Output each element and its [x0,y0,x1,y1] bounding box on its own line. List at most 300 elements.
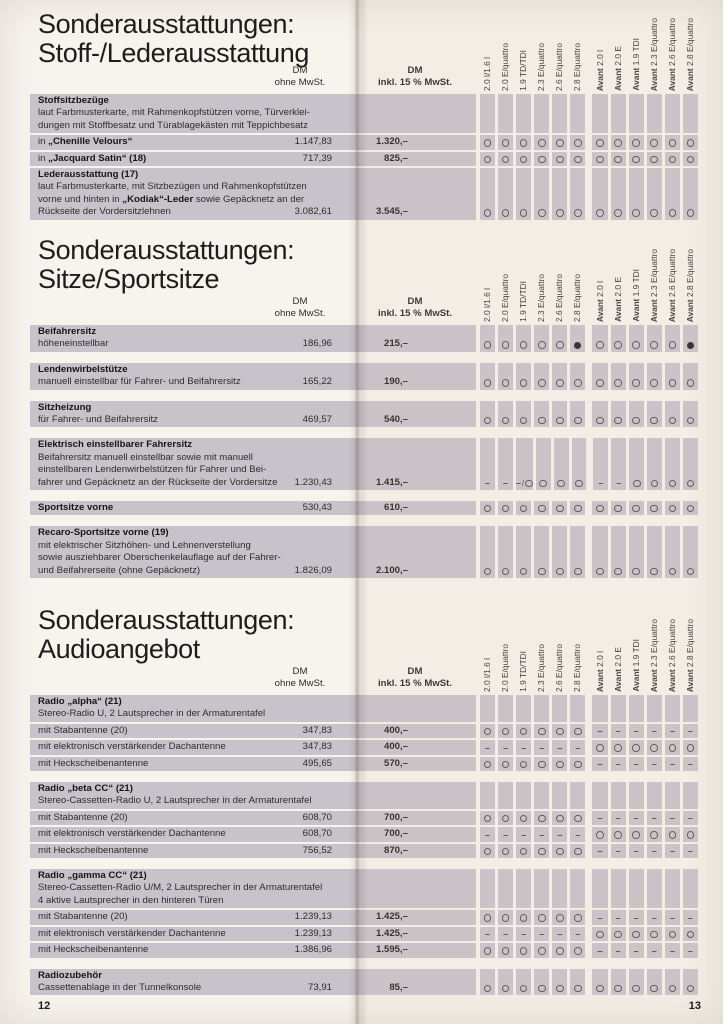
availability-cells [480,927,698,941]
availability-cell [683,869,698,908]
circle-icon [484,985,492,993]
price-gross: 1.415,– [375,476,408,488]
model-column-header-label: 2.3 E/quattro [536,644,547,692]
availability-cell [592,811,607,825]
availability-cell [552,526,567,578]
circle-icon [614,379,622,387]
circle-icon [520,505,528,513]
description-line: mit Stabantenne (20) [38,724,128,736]
circle-icon [520,728,528,736]
availability-cell [570,969,585,996]
model-column-header [665,249,680,322]
availability-cell [498,363,513,390]
circle-icon [502,947,510,955]
price-gross: 540,– [383,413,408,425]
availability-cell [498,740,513,754]
dash-icon [633,945,639,956]
price-gross: 85,– [389,981,408,993]
filled-circle-icon [687,342,694,349]
filled-circle-icon [687,342,694,349]
description-line: Stoffsitzbezüge [38,95,109,106]
availability-cell [665,94,680,133]
circle-icon [556,417,564,425]
availability-cell [498,501,513,515]
availability-cell [498,969,513,996]
circle-icon [484,341,492,349]
dash-icon: – [687,912,693,923]
availability-cell [498,526,513,578]
description-line: für Fahrer- und Beifahrersitz [38,414,158,426]
circle-icon [538,914,546,922]
dash-icon [503,480,508,487]
circle-icon [556,379,564,387]
availability-cell [592,724,607,738]
availability-cell [683,526,698,578]
dash-icon [634,761,639,768]
section-title-line1: Sonderausstattungen: [38,605,295,635]
availability-cell [629,526,644,578]
option-block [0,782,723,858]
circle-icon [596,931,604,939]
availability-cell [570,927,585,941]
model-column-header-label: Avant 2.3 E/quattro [648,618,659,692]
dash-icon [503,742,509,753]
filled-circle-icon [574,342,581,349]
description-line: Stereo-Radio U, 2 Lautsprecher in der Armaturentafel [38,708,266,720]
circle-icon [614,931,622,939]
circle-icon [502,815,510,823]
circle-icon [484,761,492,769]
dash-icon [515,477,533,488]
circle-icon [502,761,510,769]
description-line: Radio „gamma CC“ (21) [38,870,147,882]
circle-icon [687,139,695,147]
availability-cell [570,811,585,825]
circle-icon [669,480,677,488]
availability-cell [570,910,585,924]
availability-cell [534,695,549,722]
model-column-header [534,43,549,91]
availability-cell [498,869,513,908]
availability-cell [629,869,644,908]
circle-icon [669,744,677,752]
circle-icon [520,417,528,425]
availability-cell [647,740,662,754]
availability-cells [480,695,698,722]
circle-icon [520,728,528,736]
price-net: 1.147,83 [294,136,332,148]
dash-icon [557,931,562,938]
availability-cell [683,782,698,809]
availability-cell [647,969,662,996]
circle-icon [574,947,582,955]
availability-cell [480,869,495,908]
circle-icon [632,831,640,839]
dash-icon [615,945,621,956]
availability-cell [592,844,607,858]
description-line: Radio „alpha“ (21) [38,696,122,707]
circle-icon [669,931,677,939]
model-column-header [647,249,662,322]
availability-cell [516,844,531,858]
availability-cell [665,943,680,957]
circle-icon [574,815,582,823]
dash-icon: – [615,759,621,770]
circle-icon [502,728,510,736]
dash-icon [557,742,563,753]
availability-cell [647,844,662,858]
model-column-header [570,274,585,322]
circle-icon [596,139,604,147]
circle-icon [614,931,622,939]
dash-icon [598,761,603,768]
price-net: 1.386,96 [294,944,332,955]
circle-icon [502,156,510,164]
circle-icon [538,139,546,147]
circle-icon [669,568,677,576]
circle-icon [574,914,582,922]
description-line: in „Jacquard Satin“ (18) [38,152,147,164]
dash-icon: – [575,829,581,840]
circle-icon [669,341,677,349]
availability-cell [611,811,626,825]
circle-icon [538,947,546,955]
dash-icon: – [597,759,603,770]
description-line: Stereo-Cassetten-Radio U/M, 2 Lautsprecher in der Armaturentafel [38,882,323,894]
description-line: und Beifahrerseite (ohne Gepäcknetz) [38,564,201,576]
availability-cell [570,869,585,908]
circle-icon [520,914,528,922]
circle-icon [556,815,564,823]
circle-icon [614,139,622,147]
availability-cell [480,135,495,149]
description-line: Lederausstattung (17) [38,169,139,181]
circle-icon [669,139,677,147]
circle-icon [574,985,582,993]
circle-icon [596,379,604,387]
model-column-header [611,46,626,91]
dash-icon: – [651,759,657,770]
availability-cells [480,740,698,754]
availability-cell [592,757,607,771]
model-column-header-label: 2.0 l/1.6 l [482,288,493,322]
circle-icon [556,505,564,513]
availability-cell [683,325,698,352]
circle-icon [596,156,604,164]
dash-icon: – [485,929,491,940]
circle-icon [687,379,695,387]
circle-icon [632,931,640,939]
availability-cell [683,363,698,390]
section-audioangebot [0,606,723,995]
circle-icon [650,417,658,425]
page-number-right: 13 [688,1000,701,1012]
circle-icon [484,985,492,993]
option-row [30,740,702,754]
circle-icon [556,417,564,425]
availability-cell [534,827,549,841]
circle-icon [632,139,640,147]
circle-icon [538,761,546,769]
dash-icon [539,829,545,840]
model-column-header [611,647,626,692]
dash-icon: – [503,742,509,753]
availability-cell [552,135,567,149]
availability-cell [572,438,587,490]
availability-cell [683,152,698,166]
circle-icon [632,156,640,164]
availability-cell [611,943,626,957]
circle-icon [484,568,492,576]
availability-cell [593,438,608,490]
circle-icon [687,831,695,839]
availability-cell [611,401,626,428]
price-gross: 870,– [383,844,408,856]
availability-cell [611,325,626,352]
circle-icon [556,728,564,736]
model-column-header-label: Avant 1.9 TDI [630,269,641,322]
price-gross: 1.595,– [375,944,408,955]
availability-cell [611,969,626,996]
option-row [30,724,702,738]
dash-icon: – [633,759,639,770]
description-line: Recaro-Sportsitze vorne (19) [38,527,169,539]
availability-cell [516,969,531,996]
availability-cell [592,325,607,352]
availability-cell [516,526,531,578]
availability-cell [592,135,607,149]
availability-cell [647,943,662,957]
dash-icon [669,945,675,956]
model-column-header-label: Avant 2.6 E/quattro [666,248,677,322]
circle-icon [669,985,677,993]
availability-cell [665,740,680,754]
availability-cell [611,501,626,515]
circle-icon [502,417,510,425]
availability-cell [611,827,626,841]
dash-icon [597,912,603,923]
circle-icon [520,761,528,769]
dash-icon: – [687,846,693,857]
circle-icon [614,417,622,425]
circle-icon [556,914,564,922]
availability-cell [629,363,644,390]
circle-icon [539,480,547,488]
circle-icon [556,848,564,856]
price-net: 1.239,13 [294,927,332,939]
availability-cell [665,135,680,149]
circle-icon [651,480,659,488]
option-row [30,969,702,996]
circle-icon [687,568,695,576]
availability-cell [498,757,513,771]
availability-cell [534,501,549,515]
circle-icon [502,815,510,823]
dash-icon: – [597,945,603,956]
availability-cell [683,757,698,771]
circle-icon [520,947,528,955]
description-line: mit elektronisch verstärkender Dachantenne [38,828,226,840]
availability-cell [480,438,495,490]
circle-icon [538,947,546,955]
availability-cell [480,152,495,166]
dash-icon: – [687,945,693,956]
circle-icon [502,156,510,164]
price-gross: 825,– [383,152,408,164]
option-block [0,325,723,352]
availability-cell [480,844,495,858]
circle-icon [632,985,640,993]
availability-cell [498,782,513,809]
dash-icon: – [521,742,527,753]
model-column-header [592,651,607,692]
availability-cell [534,325,549,352]
availability-cell [534,526,549,578]
price-gross: 1.425,– [375,927,408,939]
circle-icon [614,505,622,513]
dash-icon: – [651,945,657,956]
circle-icon [556,379,564,387]
availability-cell [534,724,549,738]
circle-icon [484,379,492,387]
model-column-header-label: Avant 1.9 TDI [630,38,641,91]
availability-cell [498,811,513,825]
availability-cell [629,811,644,825]
circle-icon [484,341,492,349]
dash-icon [652,815,657,822]
circle-icon [632,568,640,576]
availability-cell [647,695,662,722]
circle-icon [520,848,528,856]
circle-icon [596,156,604,164]
availability-cell [552,94,567,133]
circle-icon [520,985,528,993]
section-title-line1: Sonderausstattungen: [38,235,295,265]
model-column-header [552,43,567,91]
availability-cell [629,910,644,924]
description-line: Cassettenablage in der Tunnelkonsole [38,981,202,993]
circle-icon [574,379,582,387]
circle-icon [484,505,492,513]
availability-cell [480,501,495,515]
availability-cell [534,811,549,825]
dash-icon [521,931,526,938]
availability-cell [570,943,585,957]
option-row [30,94,702,133]
model-column-header [552,644,567,692]
price-net: 469,57 [302,413,332,425]
dash-icon: – [651,912,657,923]
dash-icon: – [633,813,639,824]
availability-cell [498,94,513,133]
availability-cell [516,910,531,924]
availability-cell [480,910,495,924]
circle-icon [520,139,528,147]
circle-icon [502,761,510,769]
availability-cell [498,910,513,924]
circle-icon [651,480,659,488]
availability-cell [516,501,531,515]
dash-icon: – [575,742,581,753]
option-row [30,943,702,957]
availability-cell [647,526,662,578]
availability-cell [683,135,698,149]
availability-cell [665,526,680,578]
description-line: Rückseite der Vordersitzlehnen [38,206,171,218]
circle-icon [669,505,677,513]
availability-cell [570,782,585,809]
circle-icon [538,568,546,576]
circle-icon [502,139,510,147]
model-column-header-label: Avant 2.0 E [612,46,623,91]
availability-cell [647,811,662,825]
circle-icon [484,728,492,736]
circle-icon [539,480,547,488]
availability-cell [647,782,662,809]
circle-icon [669,480,677,488]
circle-icon [650,831,658,839]
availability-cell [665,152,680,166]
circle-icon [669,156,677,164]
model-column-header-label: Avant 2.3 E/quattro [648,248,659,322]
dash-icon: – [598,478,604,489]
model-column-header [498,43,513,91]
dash-icon [670,728,675,735]
circle-icon [650,931,658,939]
dash-icon [688,815,693,822]
dash-icon: – [669,759,675,770]
circle-icon [538,139,546,147]
availability-cells [480,724,698,738]
availability-cell [665,363,680,390]
availability-cell [665,325,680,352]
model-column-header-label: 2.3 E/quattro [536,43,547,91]
circle-icon [669,139,677,147]
circle-icon [502,947,510,955]
model-column-header [647,619,662,692]
circle-icon [538,505,546,513]
description-line: laut Farbmusterkarte, mit Rahmenkopfstützen vorne, Türverklei- [38,107,310,119]
dash-icon [503,931,508,938]
circle-icon [687,985,695,993]
availability-cell [592,501,607,515]
option-row [30,869,702,908]
circle-icon [538,728,546,736]
dash-icon [575,829,581,840]
availability-cell [611,152,626,166]
availability-cell [647,438,662,490]
availability-cell [647,757,662,771]
availability-cell [552,927,567,941]
availability-cell [498,135,513,149]
model-column-header [647,18,662,91]
availability-cell [570,325,585,352]
circle-icon [538,815,546,823]
dash-icon: – [651,726,657,737]
availability-cell [536,438,551,490]
circle-icon [557,480,565,488]
circle-icon [650,568,658,576]
option-row [30,827,702,841]
circle-icon [687,139,695,147]
description-line: vorne und hinten in „Kodiak“-Leder sowie Gepäcknetz an der [38,193,305,205]
dash-icon [485,742,491,753]
availability-cell [683,969,698,996]
circle-icon [520,815,528,823]
circle-icon [502,139,510,147]
option-block [0,969,723,996]
circle-icon [574,505,582,513]
